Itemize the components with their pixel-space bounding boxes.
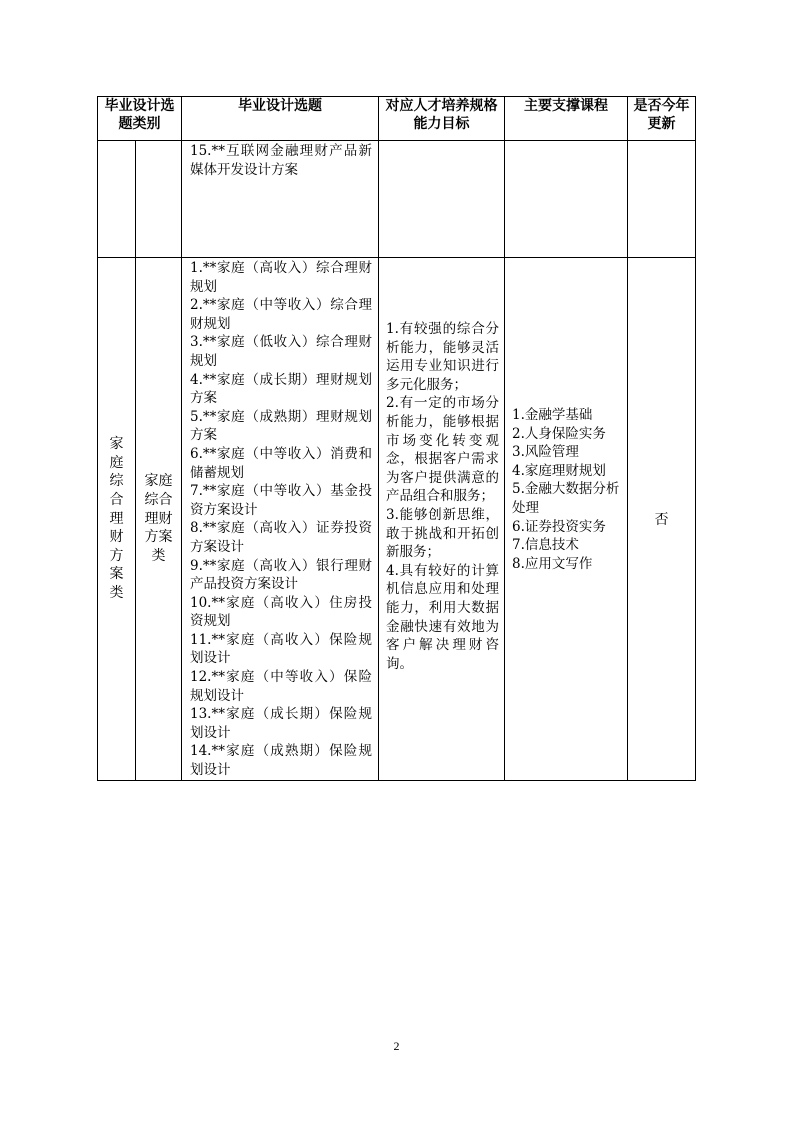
course-item: 5.金融大数据分析处理 bbox=[512, 481, 620, 516]
ability-item: 1.有较强的综合分析能力，能够灵活运用专业知识进行多元化服务； bbox=[386, 321, 499, 393]
topic-cell bbox=[182, 258, 379, 781]
update-cell bbox=[628, 258, 696, 781]
course-item: 7.信息技术 bbox=[512, 537, 579, 554]
course-item: 1.金融学基础 bbox=[512, 407, 593, 423]
subcategory-cell bbox=[136, 141, 182, 258]
header-ability: 对应人才培养规格能力目标 bbox=[379, 97, 505, 141]
header-category: 毕业设计选题类别 bbox=[98, 97, 182, 141]
topic-item: 8.**家庭（高收入）证券投资方案设计 bbox=[190, 520, 372, 555]
table-header-row bbox=[98, 97, 696, 141]
topic-item: 7.**家庭（中等收入）基金投资方案设计 bbox=[190, 483, 372, 518]
table-row bbox=[98, 141, 696, 258]
topic-item: 1.**家庭（高收入）综合理财规划 bbox=[190, 260, 372, 295]
header-topic: 毕业设计选题 bbox=[182, 97, 379, 141]
topic-item: 3.**家庭（低收入）综合理财规划 bbox=[190, 334, 372, 369]
category-cell bbox=[98, 141, 136, 258]
graduation-design-topics-table bbox=[97, 96, 696, 781]
course-item: 3.风险管理 bbox=[512, 444, 579, 461]
update-cell bbox=[628, 141, 696, 258]
courses-cell bbox=[505, 258, 628, 781]
topic-item: 10.**家庭（高收入）住房投资规划 bbox=[190, 594, 372, 630]
topic-item: 13.**家庭（成长期）保险规划设计 bbox=[190, 706, 372, 741]
topic-item: 15.**互联网金融理财产品新媒体开发设计方案 bbox=[190, 143, 372, 178]
topic-cell bbox=[182, 141, 379, 258]
ability-cell bbox=[379, 258, 505, 781]
course-item: 4.家庭理财规划 bbox=[512, 462, 606, 479]
header-courses: 主要支撑课程 bbox=[505, 97, 628, 141]
update-status: 否 bbox=[654, 511, 669, 528]
courses-cell bbox=[505, 141, 628, 258]
ability-cell bbox=[379, 141, 505, 258]
ability-item: 3.能够创新思维，敢于挑战和开拓创新服务； bbox=[386, 506, 499, 561]
ability-item: 2.有一定的市场分析能力，能够根据市场变化转变观念，根据客户需求为客户提供满意的产品组合和服务； bbox=[386, 395, 499, 505]
topic-item: 14.**家庭（成熟期）保险规划设计 bbox=[190, 743, 372, 779]
topic-item: 9.**家庭（高收入）银行理财产品投资方案设计 bbox=[190, 557, 372, 593]
course-item: 2.人身保险实务 bbox=[512, 425, 606, 442]
page-number: 2 bbox=[393, 1039, 400, 1053]
subcategory-cell bbox=[136, 258, 182, 781]
subcategory-label: 家庭综合理财方案类 bbox=[144, 473, 173, 564]
category-cell bbox=[98, 258, 136, 781]
course-item: 6.证券投资实务 bbox=[512, 518, 606, 535]
topic-item: 2.**家庭（中等收入）综合理财规划 bbox=[190, 297, 372, 332]
header-update: 是否今年更新 bbox=[628, 97, 696, 141]
topic-item: 11.**家庭（高收入）保险规划设计 bbox=[190, 631, 372, 667]
topic-item: 12.**家庭（中等收入）保险规划设计 bbox=[190, 669, 372, 704]
ability-item: 4.具有较好的计算机信息应用和处理能力，利用大数据金融快速有效地为客户解决理财咨询。 bbox=[386, 562, 499, 672]
topic-item: 5.**家庭（成熟期）理财规划方案 bbox=[190, 408, 372, 444]
category-label: 家庭综合理财方案类 bbox=[109, 436, 124, 601]
course-item: 8.应用文写作 bbox=[512, 555, 593, 572]
topic-item: 6.**家庭（中等收入）消费和储蓄规划 bbox=[190, 445, 372, 481]
table-row bbox=[98, 258, 696, 781]
topic-item: 4.**家庭（成长期）理财规划方案 bbox=[190, 371, 372, 407]
